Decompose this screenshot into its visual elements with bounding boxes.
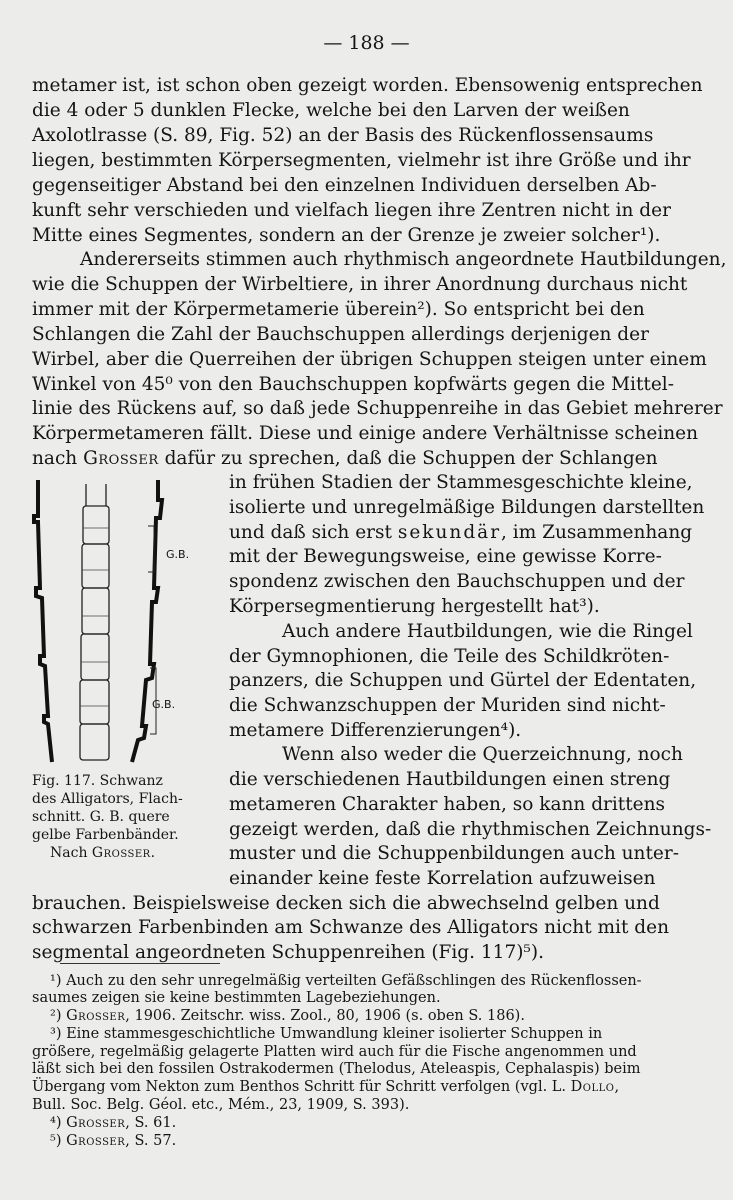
text-line: isolierte und unregelmäßige Bildungen darstellten [229, 497, 705, 518]
text-fragment: , im Zusammenhang [501, 522, 693, 543]
text-line: in frühen Stadien der Stammesgeschichte kleine, [229, 472, 693, 493]
text-line: muster und die Schuppenbildungen auch unter- [229, 843, 679, 864]
text-line: die verschiedenen Hautbildungen einen streng [229, 769, 671, 790]
text-line: Schlangen die Zahl der Bauchschuppen allerdings derjenigen der [32, 324, 649, 345]
text-line: Wenn also weder die Querzeichnung, noch [282, 744, 683, 765]
text-line: Auch andere Hautbildungen, wie die Ringel [282, 621, 693, 642]
text-line: Winkel von 45⁰ von den Bauchschuppen kopfwärts gegen die Mittel- [32, 374, 674, 395]
footnote-line [50, 1133, 176, 1150]
text-line: spondenz zwischen den Bauchschuppen und der [229, 571, 685, 592]
footnote-line [50, 1115, 176, 1132]
figure-caption-line: Fig. 117. Schwanz [32, 773, 163, 789]
footnote-line: Bull. Soc. Belg. Géol. etc., Mém., 23, 1909, S. 393). [32, 1097, 410, 1113]
text-line: kunft sehr verschieden und vielfach liegen ihre Zentren nicht in der [32, 200, 671, 221]
footnote-rule [60, 963, 220, 964]
text-line: segmental angeordneten Schuppenreihen (Fig. 117)⁵). [32, 942, 544, 963]
footnote-line: saumes zeigen sie keine bestimmten Lagebeziehungen. [32, 990, 441, 1006]
footnote-line [50, 1008, 525, 1025]
text-line: metameren Charakter haben, so kann drittens [229, 794, 666, 815]
footnote-line: ³) Eine stammesgeschichtliche Umwandlung kleiner isolierter Schuppen in [50, 1026, 603, 1042]
text-fragment: , S. 61. [125, 1115, 177, 1131]
text-fragment: , S. 57. [125, 1133, 177, 1149]
figure-caption-line: des Alligators, Flach- [32, 791, 183, 807]
emphasis: sekundär [397, 522, 502, 543]
author-name: Grosser [66, 1133, 126, 1149]
text-line: gegenseitiger Abstand bei den einzelnen Individuen derselben Ab- [32, 175, 657, 196]
text-line: brauchen. Beispielsweise decken sich die abwechselnd gelben und [32, 893, 660, 914]
text-fragment: und daß sich erst [229, 522, 398, 543]
tail-section-drawing [28, 478, 218, 768]
text-fragment: Nach [50, 845, 92, 861]
text-line: Mitte eines Segmentes, sondern an der Grenze je zweier solcher¹). [32, 225, 661, 246]
footnote-line: läßt sich bei den fossilen Ostrakodermen (Thelodus, Ateleaspis, Cephalaspis) beim [32, 1061, 641, 1077]
text-line: Wirbel, aber die Querreihen der übrigen Schuppen steigen unter einem [32, 349, 707, 370]
text-fragment: ⁵) [50, 1133, 67, 1149]
text-fragment: dafür zu sprechen, daß die Schuppen der Schlangen [158, 448, 658, 469]
footnote-line: größere, regelmäßig gelagerte Platten wird auch für die Fische angenommen und [32, 1044, 637, 1060]
author-name: Grosser. [91, 845, 156, 861]
text-line: die 4 oder 5 dunklen Flecke, welche bei den Larven der weißen [32, 100, 630, 121]
text-line [32, 447, 658, 471]
text-line: schwarzen Farbenbinden am Schwanze des Alligators nicht mit den [32, 917, 669, 938]
text-line [229, 521, 692, 545]
text-line: Körpermetameren fällt. Diese und einige andere Verhältnisse scheinen [32, 423, 699, 444]
text-line: panzers, die Schuppen und Gürtel der Edentaten, [229, 670, 697, 691]
band-label-top: G.B. [166, 548, 190, 561]
text-line: wie die Schuppen der Wirbeltiere, in ihrer Anordnung durchaus nicht [32, 274, 688, 295]
author-name: Grosser [66, 1008, 126, 1024]
text-line: liegen, bestimmten Körpersegmenten, vielmehr ist ihre Größe und ihr [32, 150, 691, 171]
figure-caption-line: gelbe Farbenbänder. [32, 827, 179, 843]
footnote-line: ¹) Auch zu den sehr unregelmäßig verteilten Gefäßschlingen des Rückenflossen- [50, 973, 642, 989]
page-number: — 188 — [323, 32, 410, 54]
text-fragment: Übergang vom Nekton zum Benthos Schritt für Schritt verfolgen (vgl. L. [32, 1079, 571, 1095]
text-line: die Schwanzschuppen der Muriden sind nicht- [229, 695, 666, 716]
text-line: linie des Rückens auf, so daß jede Schuppenreihe in das Gebiet mehrerer [32, 398, 723, 419]
text-line: metamer ist, ist schon oben gezeigt worden. Ebensowenig entsprechen [32, 75, 703, 96]
figure-alligator-tail [28, 478, 218, 768]
text-line: gezeigt werden, daß die rhythmischen Zeichnungs- [229, 819, 712, 840]
footnote-line [32, 1079, 619, 1096]
text-line: einander keine feste Korrelation aufzuweisen [229, 868, 656, 889]
text-line: Axolotlrasse (S. 89, Fig. 52) an der Basis des Rückenflossensaums [32, 125, 654, 146]
text-fragment: ²) [50, 1008, 67, 1024]
text-fragment: ⁴) [50, 1115, 67, 1131]
text-line: der Gymnophionen, die Teile des Schildkröten- [229, 646, 670, 667]
text-line: metamere Differenzierungen⁴). [229, 720, 522, 741]
text-fragment: , 1906. Zeitschr. wiss. Zool., 80, 1906 (s. oben S. 186). [125, 1008, 525, 1024]
author-name: Dollo [570, 1079, 615, 1095]
text-fragment: , [614, 1079, 620, 1095]
text-line: mit der Bewegungsweise, eine gewisse Korre- [229, 546, 662, 567]
text-line: immer mit der Körpermetamerie überein²). So entspricht bei den [32, 299, 645, 320]
figure-caption-line [50, 844, 156, 862]
text-line: Andererseits stimmen auch rhythmisch angeordnete Hautbildungen, [80, 249, 727, 270]
text-fragment: nach [32, 448, 84, 469]
figure-caption-line: schnitt. G. B. quere [32, 809, 170, 825]
author-name: Grosser [83, 448, 159, 469]
text-line: Körpersegmentierung hergestellt hat³). [229, 596, 600, 617]
author-name: Grosser [66, 1115, 126, 1131]
band-label-bottom: G.B. [152, 698, 176, 711]
